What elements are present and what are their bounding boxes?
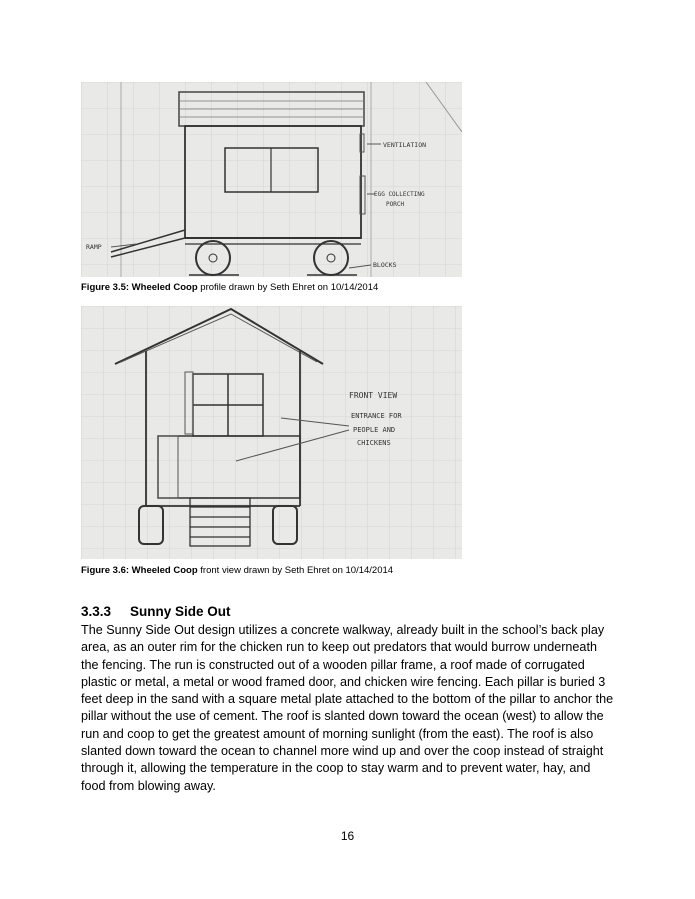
coop-front-sketch (81, 306, 462, 559)
figure-label: Figure 3.5: Wheeled Coop (81, 282, 198, 293)
annotation-porch: PORCH (386, 201, 405, 208)
section-number: 3.3.3 (81, 604, 112, 619)
annotation-front-view: FRONT VIEW (349, 391, 398, 400)
figure-caption (81, 565, 393, 576)
section-heading (81, 604, 231, 619)
paragraph-line: run and coop to get the greatest amount of morning sunlight (from the east). The roof is also (81, 726, 594, 741)
paragraph-line: pillar without the use of cement. The roof is slanted down toward the ocean (west) to allow the (81, 709, 604, 724)
annotation-ventilation: VENTILATION (383, 141, 427, 149)
paragraph-line: feet deep in the sand with a square metal plate attached to the bottom of the pillar to anchor the (81, 692, 614, 707)
figure-caption (81, 282, 378, 293)
paragraph-line: through it, allowing the temperature in the coop to stay warm and to prevent water, hay, and (81, 761, 591, 776)
annotation-chickens: CHICKENS (357, 439, 391, 447)
annotation-blocks: BLOCKS (373, 261, 397, 269)
annotation-egg-collecting: EGG COLLECTING (374, 191, 425, 198)
annotation-entrance-for: ENTRANCE FOR (351, 412, 402, 420)
figure-wheeled-coop-profile (81, 82, 462, 277)
figure-caption-text: front view drawn by Seth Ehret on 10/14/2014 (197, 565, 394, 576)
section-title: Sunny Side Out (130, 604, 231, 619)
annotation-ramp: RAMP (86, 243, 102, 251)
paragraph-line: food from blowing away. (81, 778, 216, 793)
annotation-people-and: PEOPLE AND (353, 426, 396, 434)
body-paragraph (81, 622, 641, 795)
page-number: 16 (340, 829, 355, 843)
paragraph-line: slanted down toward the ocean to channel more wind up and over the coop instead of straight (81, 744, 604, 759)
coop-profile-sketch (81, 82, 462, 277)
figure-label: Figure 3.6: Wheeled Coop (81, 565, 198, 576)
paragraph-line: area, as an outer rim for the chicken run to keep out predators that would burrow underneath (81, 640, 597, 655)
paragraph-line: The Sunny Side Out design utilizes a concrete walkway, already built in the school’s back play (81, 623, 605, 637)
figure-wheeled-coop-front (81, 306, 462, 559)
figure-caption-text: profile drawn by Seth Ehret on 10/14/2014 (197, 282, 379, 293)
paragraph-line: plastic or metal, a metal or wood framed door, and chicken wire fencing. Each pillar is buried 3 (81, 674, 606, 689)
paragraph-line: the fencing. The run is constructed out of a wooden pillar frame, a roof made of corrugated (81, 657, 585, 672)
